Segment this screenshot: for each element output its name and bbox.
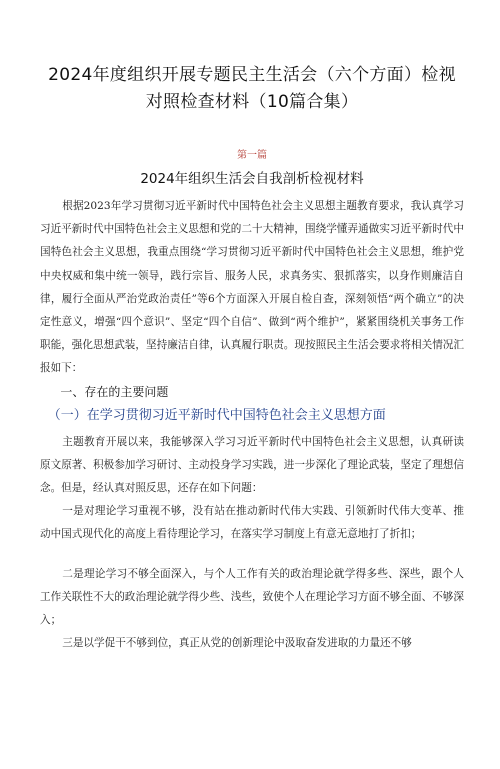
body-paragraph: 三是以学促干不够到位，真正从党的创新理论中汲取奋发进取的力量还不够 xyxy=(62,637,412,650)
document-page xyxy=(0,62,500,769)
body-paragraph: 主题教育开展以来，我能够深入学习习近平新时代中国特色社会主义思想，认真研读原文原著、积极参加学习研讨、主动投身学习实践，进一步深化了理论武装，坚定了理想信念。但是，经认真对照反思，还存在如下问题： xyxy=(40,435,464,495)
section-title: 2024年组织生活会自我剖析检视材料 xyxy=(140,171,364,187)
heading-main-problems: 一、存在的主要问题 xyxy=(60,384,169,399)
body-paragraph: 一是对理论学习重视不够，没有站在推动新时代伟大实践、引领新时代伟大变革、推动中国式现代化的高度上看待理论学习，在落实学习制度上有意无意地打了折扣； xyxy=(40,505,464,541)
intro-paragraph: 根据2023年学习贯彻习近平新时代中国特色社会主义思想主题教育要求，我认真学习习近平新时代中国特色社会主义思想和党的二十大精神，围绕学懂弄通做实习近平新时代中国特色社会主义思想，我重点围绕“学习贯彻习近平新时代中国特色社会主义思想，维护党中央权威和集中统一领导，践行宗旨、服务人民，求真务实、狠抓落实，以身作则廉洁自律，履行全面从严治党政治责任”等6个方面深入开展自检自查，深刻领悟“两个确立”的决定性意义，增强“四个意识”、坚定“四个自信”、做到“两个维护”，紧紧围绕机关事务工作职能，强化思想武装，坚持廉洁自律，认真履行职责。现按照民主生活会要求将相关情况汇报如下： xyxy=(40,200,464,375)
section-label: 第一篇 xyxy=(237,150,267,161)
document-title: 2024年度组织开展专题民主生活会（六个方面）检视对照检查材料（10篇合集） xyxy=(48,65,456,112)
heading-subsection-1: （一）在学习贯彻习近平新时代中国特色社会主义思想方面 xyxy=(47,407,386,423)
body-paragraph: 二是理论学习不够全面深入，与个人工作有关的政治理论就学得多些、深些，跟个人工作关联性不大的政治理论就学得少些、浅些，致使个人在理论学习方面不够全面、不够深入； xyxy=(40,567,464,627)
paragraph-gap xyxy=(40,547,464,563)
